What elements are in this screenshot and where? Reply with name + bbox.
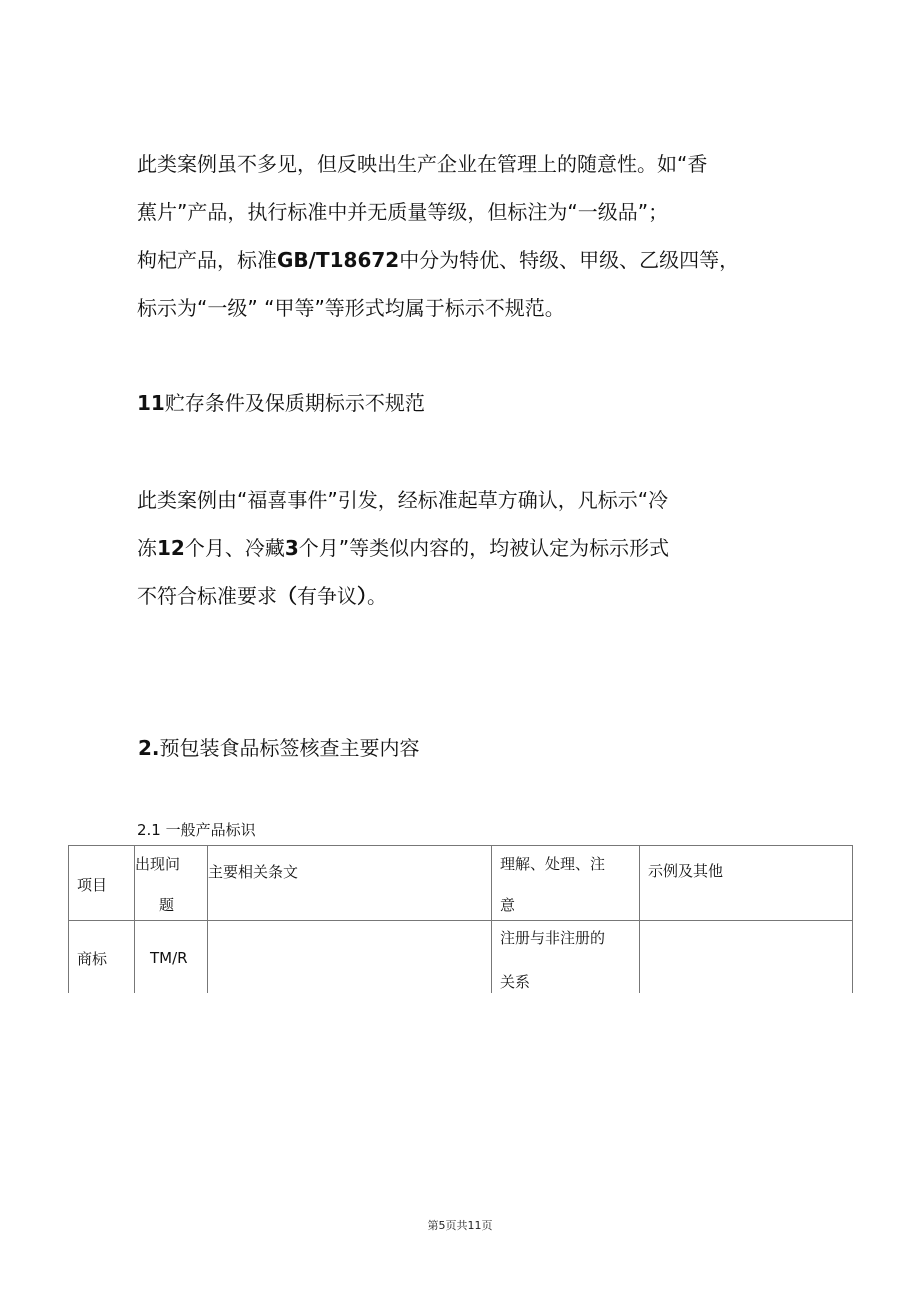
header-text: 出现问 [135, 855, 181, 873]
header-cell-clause [208, 846, 492, 921]
text-line [137, 524, 757, 572]
text-span: 。 [367, 584, 387, 608]
header-cell-item [69, 846, 135, 921]
text-line: 此类案例虽不多见，但反映出生产企业在管理上的随意性。如“香 [137, 152, 708, 176]
page-number: 第5页共11页 [427, 1219, 493, 1232]
standard-code: GB/T18672 [277, 248, 400, 272]
header-text: 示例及其他 [648, 862, 724, 880]
header-cell-note [492, 846, 640, 921]
paren-close: ） [357, 584, 367, 608]
text-span: 冻 [137, 536, 157, 560]
cell-text: 商标 [77, 950, 108, 968]
cell-example [640, 921, 853, 994]
text-span: 不符合标准要求 [137, 584, 277, 608]
text-line [137, 572, 757, 620]
header-text: 主要相关条文 [208, 863, 299, 881]
cell-issue [135, 921, 208, 994]
header-text: 题 [159, 896, 175, 914]
text-line: 标示为“一级” “甲等”等形式均属于标示不规范。 [137, 296, 565, 320]
header-text: 意 [500, 896, 516, 914]
text-span: 个月”等类似内容的，均被认定为标示形式 [298, 536, 670, 560]
header-cell-example [640, 846, 853, 921]
text-span: 个月、冷藏 [184, 536, 285, 560]
header-text: 理解、处理、注 [500, 855, 606, 873]
section-heading-label-check [138, 733, 420, 763]
table-row [69, 921, 853, 994]
heading-text: 预包装食品标签核查主要内容 [159, 736, 420, 760]
text-line: 此类案例由“福喜事件”引发，经标准起草方确认，凡标示“冷 [137, 488, 669, 512]
section-heading-storage [137, 388, 425, 418]
heading-number: 11 [137, 391, 165, 415]
text-span: 枸杞产品，标准 [137, 248, 277, 272]
subsection-heading: 2.1 一般产品标识 [137, 821, 256, 839]
cell-text: 注册与非注册的 [500, 929, 606, 947]
cell-item [69, 921, 135, 994]
cell-clause [208, 921, 492, 994]
cell-note [492, 921, 640, 994]
table-header-row [69, 846, 853, 921]
text-line [137, 236, 757, 284]
number-text: 3 [284, 536, 299, 560]
text-line: 蕉片”产品，执行标准中并无质量等级，但标注为“一级品”； [137, 200, 669, 224]
paren-open: （ [277, 584, 297, 608]
number-text: 12 [157, 536, 185, 560]
cell-text: 关系 [500, 973, 531, 991]
product-identification-table [68, 845, 853, 993]
paragraph-fuxi-case [137, 476, 757, 620]
heading-text: 贮存条件及保质期标示不规范 [164, 391, 425, 415]
paragraph-quality-grade [137, 140, 757, 332]
text-span: 中分为特优、特级、甲级、乙级四等， [399, 248, 740, 272]
header-text: 项目 [77, 876, 108, 894]
text-span: 有争议 [297, 584, 357, 608]
heading-number: 2. [138, 736, 160, 760]
header-cell-issue [135, 846, 208, 921]
cell-text: TM/R [150, 949, 188, 967]
